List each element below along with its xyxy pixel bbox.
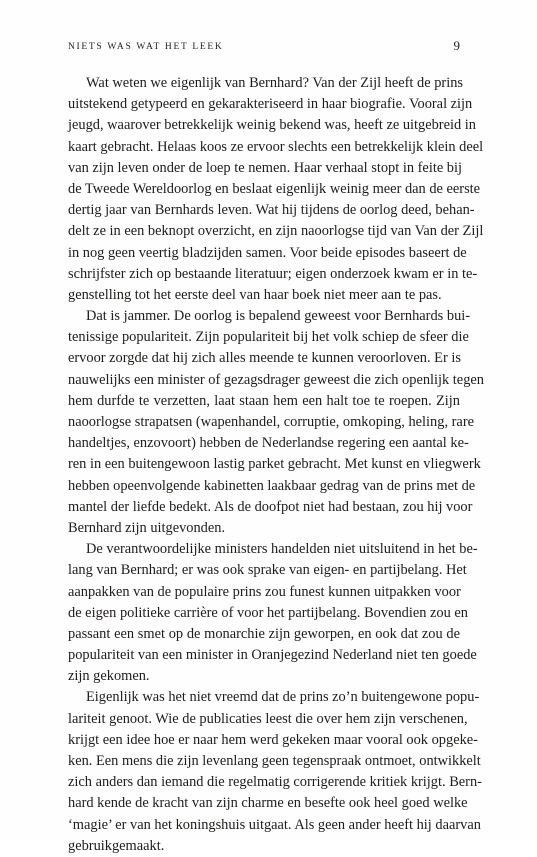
running-head (68, 40, 460, 54)
text-line: lariteit genoot. Wie de publicaties leest die over hem zijn verschenen, (68, 710, 468, 727)
text-line: de eigen politieke carrière of voor het partijbelang. Bovendien zou en (68, 604, 468, 621)
text-line: lang van Bernhard; er was ook sprake van eigen- en partijbelang. Het (68, 562, 467, 579)
text-line: krijgt een idee hoe er naar hem werd gekeken maar vooral ook opgeke- (68, 731, 478, 748)
text-line: ‘magie’ er van het koningshuis uitgaat. Als geen ander heeft hij daarvan (68, 816, 481, 833)
text-line: delt ze in een beknopt overzicht, en zijn naoorlogse tijd van Van der Zijl (68, 223, 484, 240)
text-line: Bernhard zijn uitgevonden. (68, 519, 226, 536)
text-line: ken. Een mens die zijn levenlang geen tegenspraak ontmoet, ontwikkelt (68, 753, 481, 769)
text-line: hem durfde te verzetten, laat staan hem een halt toe te roepen. Zijn (68, 392, 460, 409)
text-line: Dat is jammer. De oorlog is bepalend geweest voor Bernhards bui- (86, 308, 471, 325)
text-line: van zijn leven onder de loep te nemen. Haar verhaal stopt in feite bij (68, 159, 462, 176)
text-line: jeugd, waarover betrekkelijk weinig bekend was, heeft ze uitgebreid in (68, 117, 476, 134)
paragraph (68, 539, 478, 687)
text-line: de Tweede Wereldoorlog en beslaat eigenlijk weinig meer dan de eerste (68, 180, 481, 197)
text-line: Eigenlijk was het niet vreemd dat de prins zo’n buitengewone popu- (86, 689, 480, 706)
paragraph (68, 306, 484, 539)
text-line: dertig jaar van Bernhards leven. Wat hij tijdens de oorlog deed, behan- (68, 202, 475, 219)
text-line: kaart gebracht. Helaas koos ze ervoor slechts een betrekkelijk klein deel (68, 138, 484, 155)
text-line: populariteit van een minister in Oranjegezind Nederland niet ten goede (68, 647, 477, 664)
text-line: ervoor zorgde dat hij zich alles meende te kunnen veroorloven. Er is (68, 350, 461, 367)
text-line: gebruikgemaakt. (68, 837, 165, 854)
paragraph (68, 687, 482, 857)
text-line: passant een smet op de monarchie zijn geworpen, en ook dat zou de (68, 625, 460, 642)
text-line: zijn gekomen. (68, 668, 150, 685)
page-number: 9 (453, 38, 460, 53)
text-line: ren in een buitengewoon lastig parket gebracht. Met kunst en vliegwerk (68, 456, 481, 473)
text-line: mantel der liefde bedekt. Als de doofpot niet had bestaan, zou hij voor (68, 498, 473, 515)
text-line: genstelling tot het eerste deel van haar boek niet meer aan te pas. (68, 286, 442, 303)
text-line: tenissige populariteit. Zijn populariteit bij het volk schiep de sfeer die (68, 329, 469, 346)
text-line: aanpakken van de populaire prins zou funest kunnen uitpakken voor (68, 583, 461, 600)
text-line: naoorlogse strapatsen (wapenhandel, corruptie, omkoping, heling, rare (68, 414, 475, 430)
text-line: nauwelijks een minister of gezagsdrager geweest die zich openlijk tegen (68, 371, 484, 388)
text-line: De verantwoordelijke ministers handelden niet uitsluitend in het be- (86, 541, 478, 558)
text-line: hard kende de kracht van zijn charme en besefte ook heel goed welke (68, 795, 468, 812)
text-line: hebben opeenvolgende kabinetten laakbaar gedrag van de prins met de (68, 477, 476, 494)
text-line: in nog geen veertig bladzijden samen. Voor beide episodes baseert de (68, 244, 467, 261)
paragraph (68, 73, 484, 306)
text-line: Wat weten we eigenlijk van Bernhard? Van der Zijl heeft de prins (86, 75, 463, 91)
text-line: schrijfster zich op bestaande literatuur; eigen onderzoek kwam er in te- (68, 265, 478, 282)
body-text (68, 73, 484, 857)
text-line: zich anders dan iemand die regelmatig corrigerende kritiek krijgt. Bern- (68, 774, 482, 791)
text-line: handeltjes, enzovoort) hebben de Nederlandse regering een aantal ke- (68, 435, 469, 452)
text-line: uitstekend getypeerd en gekarakteriseerd in haar biografie. Vooral zijn (68, 96, 473, 113)
running-head-title: NIETS WAS WAT HET LEEK (68, 42, 224, 52)
